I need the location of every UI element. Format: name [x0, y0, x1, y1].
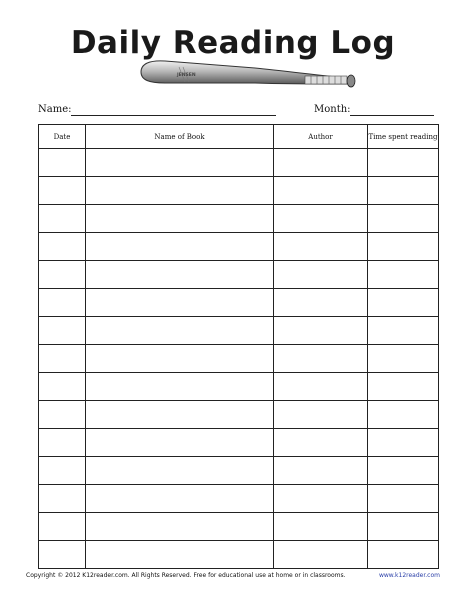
author-cell[interactable] [274, 401, 368, 429]
date-cell[interactable] [39, 233, 86, 261]
author-cell[interactable] [274, 149, 368, 177]
time-spent-cell[interactable] [368, 317, 439, 345]
month-input-line[interactable] [350, 115, 434, 116]
table-row [39, 233, 439, 261]
date-cell[interactable] [39, 205, 86, 233]
author-cell[interactable] [274, 513, 368, 541]
book-name-cell[interactable] [86, 373, 274, 401]
table-row [39, 513, 439, 541]
date-cell[interactable] [39, 485, 86, 513]
time-spent-cell[interactable] [368, 401, 439, 429]
time-spent-cell[interactable] [368, 177, 439, 205]
book-name-cell[interactable] [86, 261, 274, 289]
book-name-cell[interactable] [86, 205, 274, 233]
author-cell[interactable] [274, 541, 368, 569]
time-spent-cell[interactable] [368, 205, 439, 233]
author-cell[interactable] [274, 317, 368, 345]
date-cell[interactable] [39, 345, 86, 373]
time-spent-cell[interactable] [368, 233, 439, 261]
author-cell[interactable] [274, 289, 368, 317]
table-header-row [39, 125, 439, 149]
table-row [39, 541, 439, 569]
book-name-cell[interactable] [86, 317, 274, 345]
time-spent-cell[interactable] [368, 345, 439, 373]
book-name-cell[interactable] [86, 233, 274, 261]
column-header-time: Time spent reading [368, 125, 439, 149]
table-row [39, 317, 439, 345]
table-row [39, 485, 439, 513]
column-header-book: Name of Book [86, 125, 274, 149]
date-cell[interactable] [39, 261, 86, 289]
date-cell[interactable] [39, 317, 86, 345]
author-cell[interactable] [274, 345, 368, 373]
date-cell[interactable] [39, 289, 86, 317]
month-field [314, 101, 438, 119]
date-cell[interactable] [39, 373, 86, 401]
reading-log-table [38, 124, 439, 569]
footer [26, 572, 440, 582]
author-cell[interactable] [274, 485, 368, 513]
date-cell[interactable] [39, 429, 86, 457]
book-name-cell[interactable] [86, 513, 274, 541]
name-input-line[interactable] [71, 115, 276, 116]
table-row [39, 261, 439, 289]
time-spent-cell[interactable] [368, 261, 439, 289]
time-spent-cell[interactable] [368, 289, 439, 317]
column-header-author: Author [274, 125, 368, 149]
copyright-text: Copyright © 2012 K12reader.com. All Rights Reserved. Free for educational use at home or in classrooms. [26, 572, 346, 579]
baseball-bat-icon [135, 56, 365, 92]
time-spent-cell[interactable] [368, 457, 439, 485]
table-row [39, 373, 439, 401]
time-spent-cell[interactable] [368, 429, 439, 457]
date-cell[interactable] [39, 149, 86, 177]
book-name-cell[interactable] [86, 401, 274, 429]
date-cell[interactable] [39, 401, 86, 429]
book-name-cell[interactable] [86, 289, 274, 317]
book-name-cell[interactable] [86, 541, 274, 569]
page-title: Daily Reading Log [70, 25, 396, 61]
time-spent-cell[interactable] [368, 149, 439, 177]
book-name-cell[interactable] [86, 149, 274, 177]
author-cell[interactable] [274, 429, 368, 457]
table-row [39, 177, 439, 205]
website-link[interactable]: www.k12reader.com [378, 572, 440, 579]
book-name-cell[interactable] [86, 485, 274, 513]
author-cell[interactable] [274, 233, 368, 261]
author-cell[interactable] [274, 457, 368, 485]
book-name-cell[interactable] [86, 177, 274, 205]
table-row [39, 289, 439, 317]
table-row [39, 429, 439, 457]
book-name-cell[interactable] [86, 345, 274, 373]
title-area [0, 0, 466, 100]
table-row [39, 345, 439, 373]
date-cell[interactable] [39, 457, 86, 485]
table-body [39, 149, 439, 569]
time-spent-cell[interactable] [368, 513, 439, 541]
time-spent-cell[interactable] [368, 541, 439, 569]
date-cell[interactable] [39, 541, 86, 569]
time-spent-cell[interactable] [368, 373, 439, 401]
time-spent-cell[interactable] [368, 485, 439, 513]
author-cell[interactable] [274, 205, 368, 233]
table-row [39, 401, 439, 429]
table-row [39, 205, 439, 233]
author-cell[interactable] [274, 261, 368, 289]
table-row [39, 149, 439, 177]
name-label: Name: [38, 104, 72, 115]
author-cell[interactable] [274, 177, 368, 205]
table-row [39, 457, 439, 485]
column-header-date: Date [39, 125, 86, 149]
date-cell[interactable] [39, 177, 86, 205]
author-cell[interactable] [274, 373, 368, 401]
date-cell[interactable] [39, 513, 86, 541]
name-field [38, 101, 278, 119]
svg-text:JENSEN: JENSEN [177, 73, 196, 78]
book-name-cell[interactable] [86, 457, 274, 485]
book-name-cell[interactable] [86, 429, 274, 457]
month-label: Month: [314, 104, 351, 115]
